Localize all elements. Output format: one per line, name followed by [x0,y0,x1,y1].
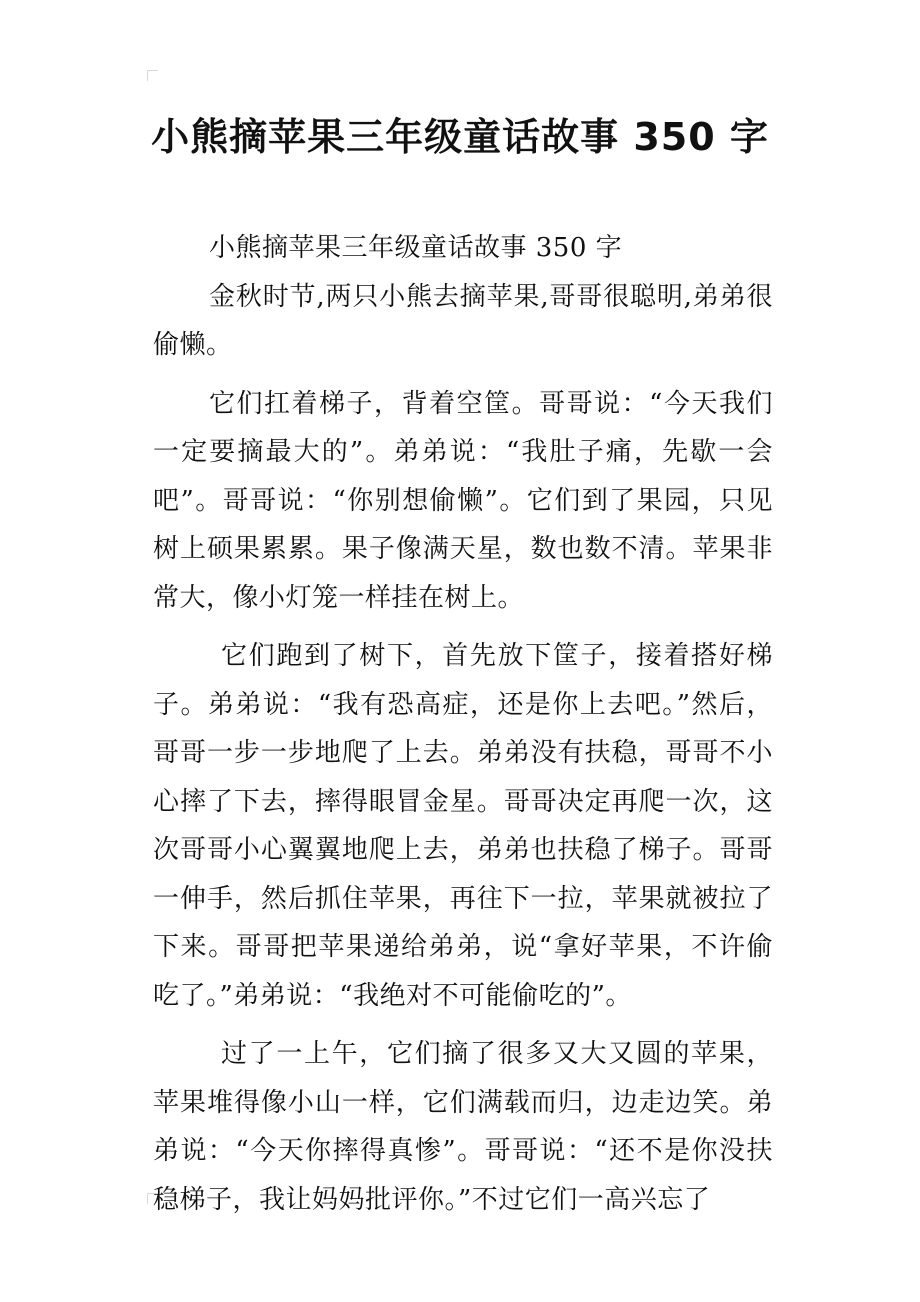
paragraph-4: 过了一上午，它们摘了很多又大又圆的苹果，苹果堆得像小山一样，它们满载而归，边走边笑。弟弟说：“今天你摔得真惨”。哥哥说：“还不是你没扶稳梯子，我让妈妈批评你。”不过它们一高兴忘了 [153,1039,773,1215]
crop-mark-top [147,70,158,81]
document-body [153,224,773,1224]
paragraph-3: 它们跑到了树下，首先放下筐子，接着搭好梯子。弟弟说：“我有恐高症，还是你上去吧。”然后，哥哥一步一步地爬了上去。弟弟没有扶稳，哥哥不小心摔了下去，摔得眼冒金星。哥哥决定再爬一次，这次哥哥小心翼翼地爬上去，弟弟也扶稳了梯子。哥哥一伸手，然后抓住苹果，再往下一拉，苹果就被拉了下来。哥哥把苹果递给弟弟，说“拿好苹果，不许偷吃了。”弟弟说：“我绝对不可能偷吃的”。 [153,641,773,1011]
paragraph-subtitle: 小熊摘苹果三年级童话故事 350 字 [209,233,623,263]
paragraph-2: 它们扛着梯子，背着空筐。哥哥说：“今天我们一定要摘最大的”。弟弟说：“我肚子痛，先歇一会吧”。哥哥说：“你别想偷懒”。它们到了果园，只见树上硕果累累。果子像满天星，数也数不清。苹果非常大，像小灯笼一样挂在树上。 [153,388,773,613]
paragraph-1: 金秋时节,两只小熊去摘苹果,哥哥很聪明,弟弟很偷懒。 [153,281,773,360]
page-title: 小熊摘苹果三年级童话故事 350 字 [151,115,769,159]
